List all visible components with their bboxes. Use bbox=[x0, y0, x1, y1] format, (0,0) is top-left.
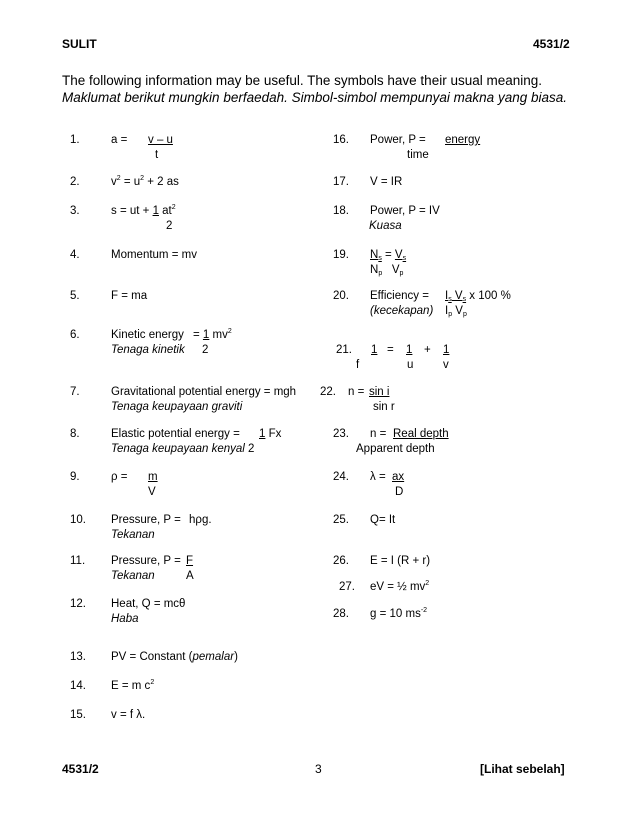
formula-mass-energy: E = m $c^2$ bbox=[111, 679, 155, 692]
formula-label: Kinetic energy bbox=[111, 329, 184, 341]
fraction-denominator: 2 bbox=[248, 443, 255, 455]
formula-number: 20. bbox=[333, 290, 349, 302]
formula-malay-label: Kuasa bbox=[369, 220, 402, 232]
formula-emf: E = I (R + r) bbox=[370, 555, 431, 567]
formula-number: 24. bbox=[333, 471, 349, 483]
formula-number: 12. bbox=[70, 598, 86, 610]
formula-number: 7. bbox=[70, 386, 80, 398]
fraction-denominator: v bbox=[443, 359, 449, 371]
formula-malay-label: Tekanan bbox=[111, 570, 155, 582]
formula-transformer-top: $N_s = V_s$ bbox=[370, 249, 407, 262]
formula-momentum: Momentum = mv bbox=[111, 249, 197, 261]
fraction-numerator: ax bbox=[392, 471, 405, 483]
formula-number: 14. bbox=[70, 680, 86, 692]
formula-label: Efficiency = bbox=[370, 290, 429, 302]
formula-malay-label: Tenaga keupayaan graviti bbox=[111, 401, 243, 413]
lens-plus: + bbox=[424, 344, 431, 356]
fraction-numerator: F bbox=[186, 555, 194, 567]
formula-rhs: hρg. bbox=[189, 514, 212, 526]
formula-label: Pressure, P = bbox=[111, 514, 181, 526]
formula-force: F = ma bbox=[111, 290, 148, 302]
formula-number: 15. bbox=[70, 709, 86, 721]
fraction-numerator: m bbox=[148, 471, 158, 483]
fraction-numerator: v – u bbox=[148, 134, 173, 146]
formula-label: Power, P = bbox=[370, 134, 426, 146]
formula-label: Pressure, P = bbox=[111, 555, 181, 567]
formula-number: 18. bbox=[333, 205, 349, 217]
formula-electron-energy: eV = ½ $mv^2$ bbox=[370, 580, 430, 593]
formula-number: 1. bbox=[70, 134, 80, 146]
intro-line-english: The following information may be useful. The symbols have their usual meaning. bbox=[62, 73, 543, 88]
fraction-numerator: 1 bbox=[406, 344, 413, 356]
formula-malay-label: Haba bbox=[111, 613, 139, 625]
fraction-numerator: 1 bbox=[443, 344, 450, 356]
formula-number: 6. bbox=[70, 329, 80, 341]
fraction-denominator: sin r bbox=[373, 401, 395, 413]
fraction-numerator: 1 bbox=[371, 344, 378, 356]
formula-velocity-equation: $v^2 = u^2 + 2$ as bbox=[111, 175, 179, 188]
formula-lhs: n = bbox=[370, 428, 387, 440]
formula-number: 17. bbox=[333, 176, 349, 188]
formula-pv-constant: PV = Constant (pemalar) bbox=[111, 651, 238, 663]
formula-number: 16. bbox=[333, 134, 349, 146]
intro-line-malay: Maklumat berikut mungkin berfaedah. Simbol-simbol mempunyai makna yang biasa. bbox=[62, 90, 567, 105]
fraction-numerator: energy bbox=[445, 134, 481, 146]
header-right: 4531/2 bbox=[533, 37, 570, 51]
formula-number: 3. bbox=[70, 205, 80, 217]
formula-lhs: ρ = bbox=[111, 471, 128, 483]
formula-displacement-equation: s = ut + 1 $at^2$ bbox=[111, 204, 176, 217]
fraction-denominator: t bbox=[155, 149, 159, 161]
fraction-numerator: Real depth bbox=[393, 428, 449, 440]
formula-malay-label: (kecekapan) bbox=[370, 305, 434, 317]
formula-label: Gravitational potential energy = mgh bbox=[111, 386, 297, 398]
formula-efficiency-top: $I_s$ $V_s$ x 100 % bbox=[445, 290, 511, 303]
formula-number: 28. bbox=[333, 608, 349, 620]
formula-number: 4. bbox=[70, 249, 80, 261]
header-left: SULIT bbox=[62, 37, 97, 51]
formula-number: 2. bbox=[70, 176, 80, 188]
formula-gravity: g = 10 $ms^{-2}$ bbox=[370, 607, 428, 620]
formula-malay-label: Tekanan bbox=[111, 529, 155, 541]
formula-ohms-law: V = IR bbox=[370, 176, 403, 188]
formula-number: 23. bbox=[333, 428, 349, 440]
formula-number: 21. bbox=[336, 344, 352, 356]
formula-number: 11. bbox=[70, 555, 86, 567]
formula-label: Heat, Q = mcθ bbox=[111, 598, 186, 610]
footer-left: 4531/2 bbox=[62, 762, 99, 776]
formula-elastic-rhs: 1 Fx bbox=[259, 428, 282, 440]
formula-lhs: a = bbox=[111, 134, 128, 146]
formula-wave: v = f λ. bbox=[111, 709, 146, 721]
lens-equals: = bbox=[387, 344, 394, 356]
fraction-denominator: A bbox=[186, 570, 194, 582]
formula-kinetic-rhs: = 1 $mv^2$ bbox=[193, 328, 232, 341]
formula-efficiency-bottom: $I_p$ $V_p$ bbox=[445, 305, 467, 318]
formula-number: 25. bbox=[333, 514, 349, 526]
fraction-denominator: f bbox=[356, 359, 360, 371]
formula-number: 8. bbox=[70, 428, 80, 440]
page-number: 3 bbox=[315, 762, 322, 776]
formula-number: 5. bbox=[70, 290, 80, 302]
formula-label: Elastic potential energy = bbox=[111, 428, 240, 440]
formula-lhs: λ = bbox=[370, 471, 386, 483]
formula-number: 13. bbox=[70, 651, 86, 663]
fraction-denominator: 2 bbox=[202, 344, 209, 356]
fraction-denominator: u bbox=[407, 359, 414, 371]
formula-number: 10. bbox=[70, 514, 86, 526]
formula-transformer-bottom: $N_p$ $V_p$ bbox=[370, 264, 404, 277]
formula-charge: Q= It bbox=[370, 514, 396, 526]
footer-right: [Lihat sebelah] bbox=[480, 762, 565, 776]
fraction-denominator: Apparent depth bbox=[356, 443, 435, 455]
formula-malay-label: Tenaga keupayaan kenyal bbox=[111, 443, 245, 455]
formula-number: 27. bbox=[339, 581, 355, 593]
formula-lhs: n = bbox=[348, 386, 365, 398]
formula-number: 9. bbox=[70, 471, 80, 483]
formula-malay-label: Tenaga kinetik bbox=[111, 344, 185, 356]
formula-number: 19. bbox=[333, 249, 349, 261]
fraction-denominator: D bbox=[395, 486, 404, 498]
formula-number: 26. bbox=[333, 555, 349, 567]
fraction-numerator: sin i bbox=[369, 386, 390, 398]
fraction-denominator: 2 bbox=[166, 220, 173, 232]
fraction-denominator: time bbox=[407, 149, 429, 161]
fraction-denominator: V bbox=[148, 486, 156, 498]
formula-number: 22. bbox=[320, 386, 336, 398]
formula-power: Power, P = IV bbox=[370, 205, 440, 217]
